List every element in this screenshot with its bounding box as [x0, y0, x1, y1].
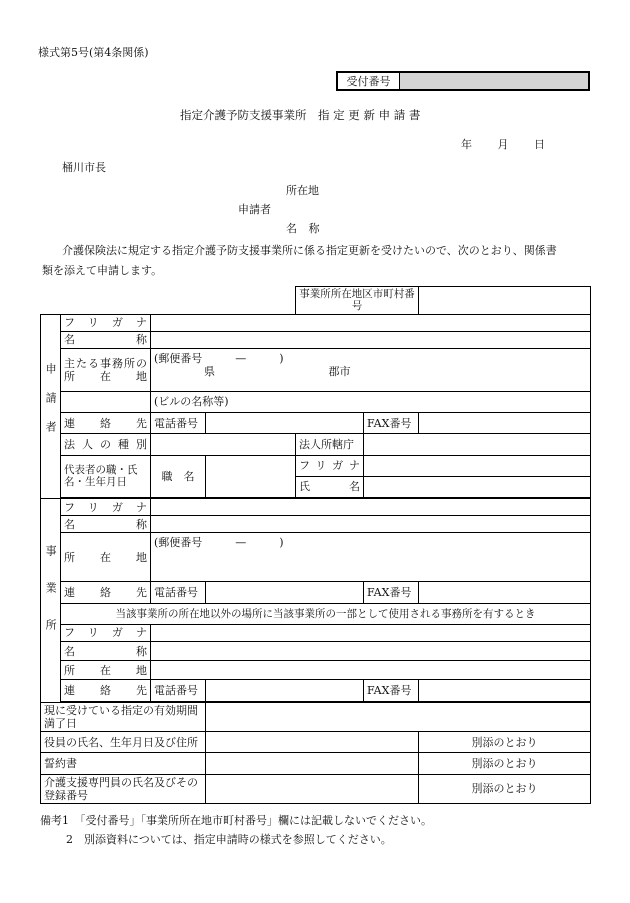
validity-end-field[interactable]: [206, 702, 591, 731]
pledge-attached: 別添のとおり: [419, 753, 591, 774]
body-text-line1: 介護保険法に規定する指定介護予防支援事業所に係る指定更新を受けたいので、次のとおり、関係書: [62, 244, 557, 257]
branch-location-field[interactable]: [151, 661, 591, 680]
receipt-number-label: 受付番号: [338, 73, 400, 89]
applicant-furigana-label: フリガナ: [61, 314, 151, 331]
receipt-number-field[interactable]: [400, 73, 588, 89]
municipality-code-field[interactable]: [419, 287, 591, 315]
applicant-name-field[interactable]: [151, 331, 591, 348]
office-name-label: 名称: [61, 516, 151, 533]
note-1: 備考1 「受付番号」「事業所所在地市町村番号」欄には記載しないでください。: [40, 814, 432, 827]
main-office-address-field[interactable]: [151, 349, 591, 392]
applicant-label: 申請者: [238, 203, 271, 216]
corp-authority-label: 法人所轄庁: [296, 434, 364, 455]
office-contact-label: 連絡先: [61, 582, 151, 603]
rep-furigana-label: フリガナ: [296, 455, 364, 476]
body-text-line2: 類を添えて申請します。: [42, 264, 163, 277]
branch-location-label: 所在地: [61, 661, 151, 680]
building-name-field[interactable]: [151, 391, 591, 412]
applicant-address-label: 所在地: [286, 184, 319, 197]
branch-furigana-label: フリガナ: [61, 625, 151, 642]
branch-fax-label: FAX番号: [364, 680, 419, 701]
branch-furigana-field[interactable]: [151, 625, 591, 642]
note-2: 2 別添資料については、指定申請時の様式を参照してください。: [66, 833, 392, 846]
municipality-code-label: 事業所所在地区市町村番号: [296, 287, 419, 315]
addressee: 桶川市長: [62, 161, 106, 174]
position-field[interactable]: [206, 455, 296, 498]
officers-label: 役員の氏名、生年月日及び住所: [41, 731, 206, 752]
applicant-contact-label: 連絡先: [61, 412, 151, 433]
building-name-text: (ビルの名称等): [154, 395, 229, 409]
office-fax-field[interactable]: [419, 582, 591, 603]
care-managers-attached: 別添のとおり: [419, 774, 591, 803]
applicant-fax-field[interactable]: [419, 412, 591, 433]
applicant-section-label: 申請者: [41, 314, 61, 498]
officers-attached: 別添のとおり: [419, 731, 591, 752]
pledge-label: 誓約書: [41, 753, 206, 774]
office-fax-label: FAX番号: [364, 582, 419, 603]
position-label: 職 名: [151, 455, 206, 498]
office-location-label: 所在地: [61, 533, 151, 582]
office-location-field[interactable]: [151, 533, 591, 582]
rep-name-label: 氏名: [296, 476, 364, 497]
application-table: [40, 286, 591, 804]
prefecture-text: 県: [204, 365, 215, 379]
receipt-number-box: [336, 71, 590, 91]
office-phone-field[interactable]: [206, 582, 364, 603]
office-section-label: 事業所: [41, 499, 61, 703]
postal-code-text: (郵便番号 — ): [154, 352, 284, 365]
branch-notice: 当該事業所の所在地以外の場所に当該事業所の一部として使用される事務所を有するとき: [61, 603, 591, 624]
office-postal-text: (郵便番号 — ): [154, 536, 284, 550]
branch-fax-field[interactable]: [419, 680, 591, 701]
branch-phone-field[interactable]: [206, 680, 364, 701]
corp-type-label: 法人の種別: [61, 434, 151, 455]
county-city-text: 郡市: [328, 365, 351, 379]
rep-name-field[interactable]: [364, 476, 591, 497]
corp-type-field[interactable]: [151, 434, 296, 455]
corp-authority-field[interactable]: [364, 434, 591, 455]
document-title: 指定介護予防支援事業所 指 定 更 新 申 請 書: [180, 108, 421, 122]
office-furigana-field[interactable]: [151, 499, 591, 516]
office-furigana-label: フリガナ: [61, 499, 151, 516]
validity-end-label: 現に受けている指定の有効期間満了日: [41, 702, 206, 731]
branch-phone-label: 電話番号: [151, 680, 206, 701]
main-office-address-label: 主たる事務所の所在地: [61, 349, 151, 392]
branch-name-field[interactable]: [151, 642, 591, 661]
applicant-phone-label: 電話番号: [151, 412, 206, 433]
applicant-furigana-field[interactable]: [151, 314, 591, 331]
branch-contact-label: 連絡先: [61, 680, 151, 701]
applicant-name-cell-label: 名称: [61, 331, 151, 348]
office-name-field[interactable]: [151, 516, 591, 533]
rep-furigana-field[interactable]: [364, 455, 591, 476]
applicant-phone-field[interactable]: [206, 412, 364, 433]
office-phone-label: 電話番号: [151, 582, 206, 603]
representative-label: 代表者の職・氏名・生年月日: [61, 455, 151, 498]
branch-name-label: 名称: [61, 642, 151, 661]
form-number: 様式第5号(第4条関係): [38, 46, 149, 59]
date-line: 年 月 日: [461, 138, 545, 151]
applicant-fax-label: FAX番号: [364, 412, 419, 433]
applicant-name-label: 名 称: [286, 222, 320, 235]
care-managers-label: 介護支援専門員の氏名及びその登録番号: [41, 774, 206, 803]
